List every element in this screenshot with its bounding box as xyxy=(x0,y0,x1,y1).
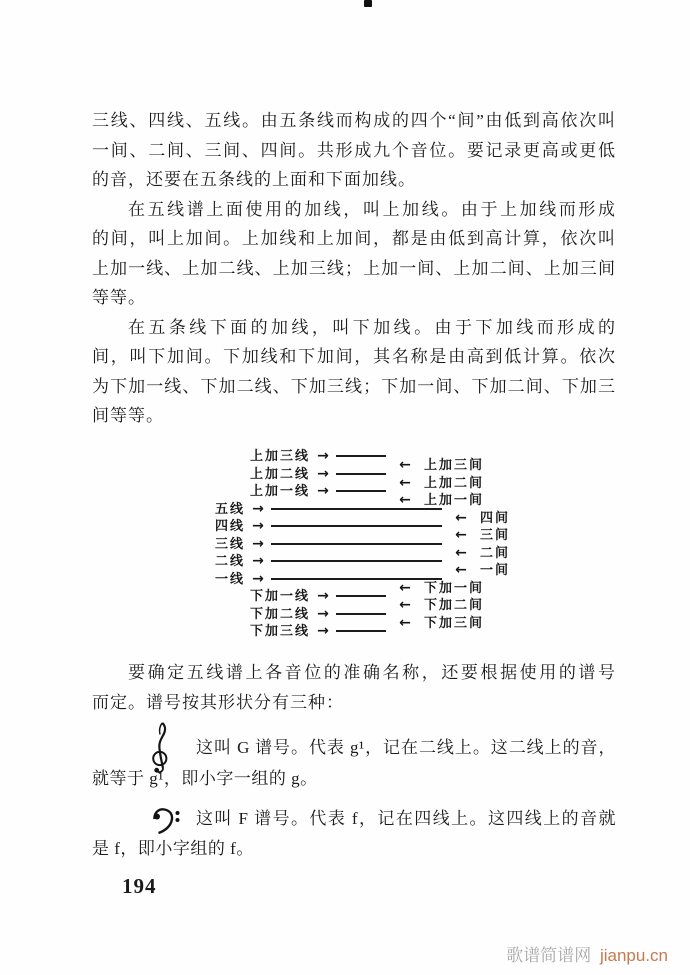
text-line: 的间，叫上加间。上加线和上加间，都是由低到高计算，依次叫 xyxy=(92,229,616,248)
space-label-row xyxy=(392,491,484,509)
watermark-site-name: 歌谱简谱网 xyxy=(506,946,592,965)
right-arrow-icon: → xyxy=(317,465,329,482)
right-arrow-icon: → xyxy=(317,623,329,639)
staff-line xyxy=(271,543,442,545)
left-arrow-icon: ← xyxy=(399,457,411,473)
space-label-row xyxy=(392,474,484,492)
line-label: 一线 xyxy=(214,570,245,586)
line-label: 三线 xyxy=(214,535,245,551)
body-text xyxy=(92,106,616,431)
watermark xyxy=(506,941,668,966)
text-line: 的音，还要在五条线的上面和下面加线。 xyxy=(92,170,416,189)
text-line: 在五条线下面的加线，叫下加线。由于下加线而形成的 xyxy=(128,317,616,337)
scan-speck xyxy=(364,0,372,7)
staff-line-row xyxy=(140,517,442,535)
right-arrow-icon: → xyxy=(252,518,264,534)
staff-line-row xyxy=(140,587,386,605)
staff-line xyxy=(336,595,386,597)
left-arrow-icon: ← xyxy=(455,562,467,578)
staff-line-row xyxy=(140,622,386,640)
line-label: 上加二线 xyxy=(249,465,310,481)
text-line: 三线、四线、五线。由五条线而构成的四个“间”由低到高依次叫 xyxy=(92,111,616,130)
space-label-row xyxy=(448,509,510,527)
right-arrow-icon: → xyxy=(252,500,264,517)
left-arrow-icon: ← xyxy=(455,527,467,543)
text-line: 在五线谱上面使用的加线，叫上加线。由于上加线而形成 xyxy=(128,199,616,219)
line-label: 上加三线 xyxy=(249,448,310,463)
left-arrow-icon: ← xyxy=(399,614,411,631)
staff-line xyxy=(336,490,386,492)
left-arrow-icon: ← xyxy=(399,597,411,613)
space-label: 一间 xyxy=(480,562,511,577)
right-arrow-icon: → xyxy=(252,570,264,587)
left-arrow-icon: ← xyxy=(399,579,411,596)
left-arrow-icon: ← xyxy=(455,509,467,526)
staff-line-row xyxy=(140,605,386,623)
right-arrow-icon: → xyxy=(317,483,329,499)
clef-text-line: 是 f，即小字组的 f。 xyxy=(92,839,254,858)
space-label-row xyxy=(392,579,484,597)
space-label-row xyxy=(392,596,484,614)
right-arrow-icon: → xyxy=(252,535,264,552)
text-line: 而定。谱号按其形状分有三种： xyxy=(92,692,344,712)
space-label: 三间 xyxy=(480,527,511,542)
clef-text-line: 这叫 G 谱号。代表 g¹，记在二线上。这二线上的音， xyxy=(196,738,616,757)
line-label: 四线 xyxy=(214,518,245,533)
space-label-row xyxy=(392,456,484,474)
right-arrow-icon: → xyxy=(252,553,264,569)
space-label-row xyxy=(448,544,510,562)
line-label: 上加一线 xyxy=(249,483,310,498)
body-text-clef-intro xyxy=(92,658,616,717)
watermark-site-url: jianpu.cn xyxy=(599,946,668,965)
space-label-row xyxy=(448,561,510,579)
staff-line-row xyxy=(140,465,386,483)
staff-line-row xyxy=(140,552,442,570)
clef-text-line: 就等于 g¹，即小字一组的 g。 xyxy=(92,769,318,788)
right-arrow-icon: → xyxy=(317,448,329,464)
staff-line xyxy=(336,613,386,615)
staff-line xyxy=(271,560,442,562)
text-line: 间等等。 xyxy=(92,406,164,425)
right-arrow-icon: → xyxy=(317,588,329,604)
right-arrow-icon: → xyxy=(317,605,329,622)
space-label: 上加二间 xyxy=(424,474,485,490)
staff-line-row xyxy=(140,535,442,553)
line-label: 二线 xyxy=(214,553,245,568)
bass-clef-icon xyxy=(151,806,182,834)
line-label: 下加三线 xyxy=(249,623,310,638)
clef-text-line: 这叫 F 谱号。代表 f，记在四线上。这四线上的音就 xyxy=(196,809,616,828)
staff-line-row xyxy=(140,447,386,465)
space-label: 四间 xyxy=(480,509,511,525)
space-label-row xyxy=(448,526,510,544)
staff-ledger-diagram xyxy=(140,441,570,643)
space-label-row xyxy=(392,614,484,632)
space-label: 下加一间 xyxy=(424,579,485,595)
staff-line xyxy=(336,630,386,632)
left-arrow-icon: ← xyxy=(399,474,411,491)
text-line: 一间、二间、三间、四间。共形成九个音位。要记录更高或更低 xyxy=(92,140,616,160)
space-label: 上加三间 xyxy=(424,457,485,472)
text-line: 要确定五线谱上各音位的准确名称，还要根据使用的谱号 xyxy=(128,663,616,682)
staff-line xyxy=(336,455,386,457)
space-label: 上加一间 xyxy=(424,492,485,507)
space-label: 下加三间 xyxy=(424,614,485,630)
text-line: 间，叫下加间。下加线和下加间，其名称是由高到低计算。依次 xyxy=(92,347,616,366)
left-arrow-icon: ← xyxy=(455,544,467,561)
line-label: 下加一线 xyxy=(249,588,310,603)
line-label: 下加二线 xyxy=(249,605,310,621)
staff-line-row xyxy=(140,482,386,500)
text-line: 等等。 xyxy=(92,288,146,307)
text-line: 为下加一线、下加二线、下加三线；下加一间、下加二间、下加三 xyxy=(92,376,616,396)
line-label: 五线 xyxy=(214,500,245,516)
space-label: 二间 xyxy=(480,544,511,560)
staff-line xyxy=(271,525,442,527)
page-number: 194 xyxy=(122,874,157,898)
text-line: 上加一线、上加二线、上加三线；上加一间、上加二间、上加三间 xyxy=(92,258,616,278)
staff-line xyxy=(336,473,386,475)
left-arrow-icon: ← xyxy=(399,492,411,508)
space-label: 下加二间 xyxy=(424,597,485,612)
